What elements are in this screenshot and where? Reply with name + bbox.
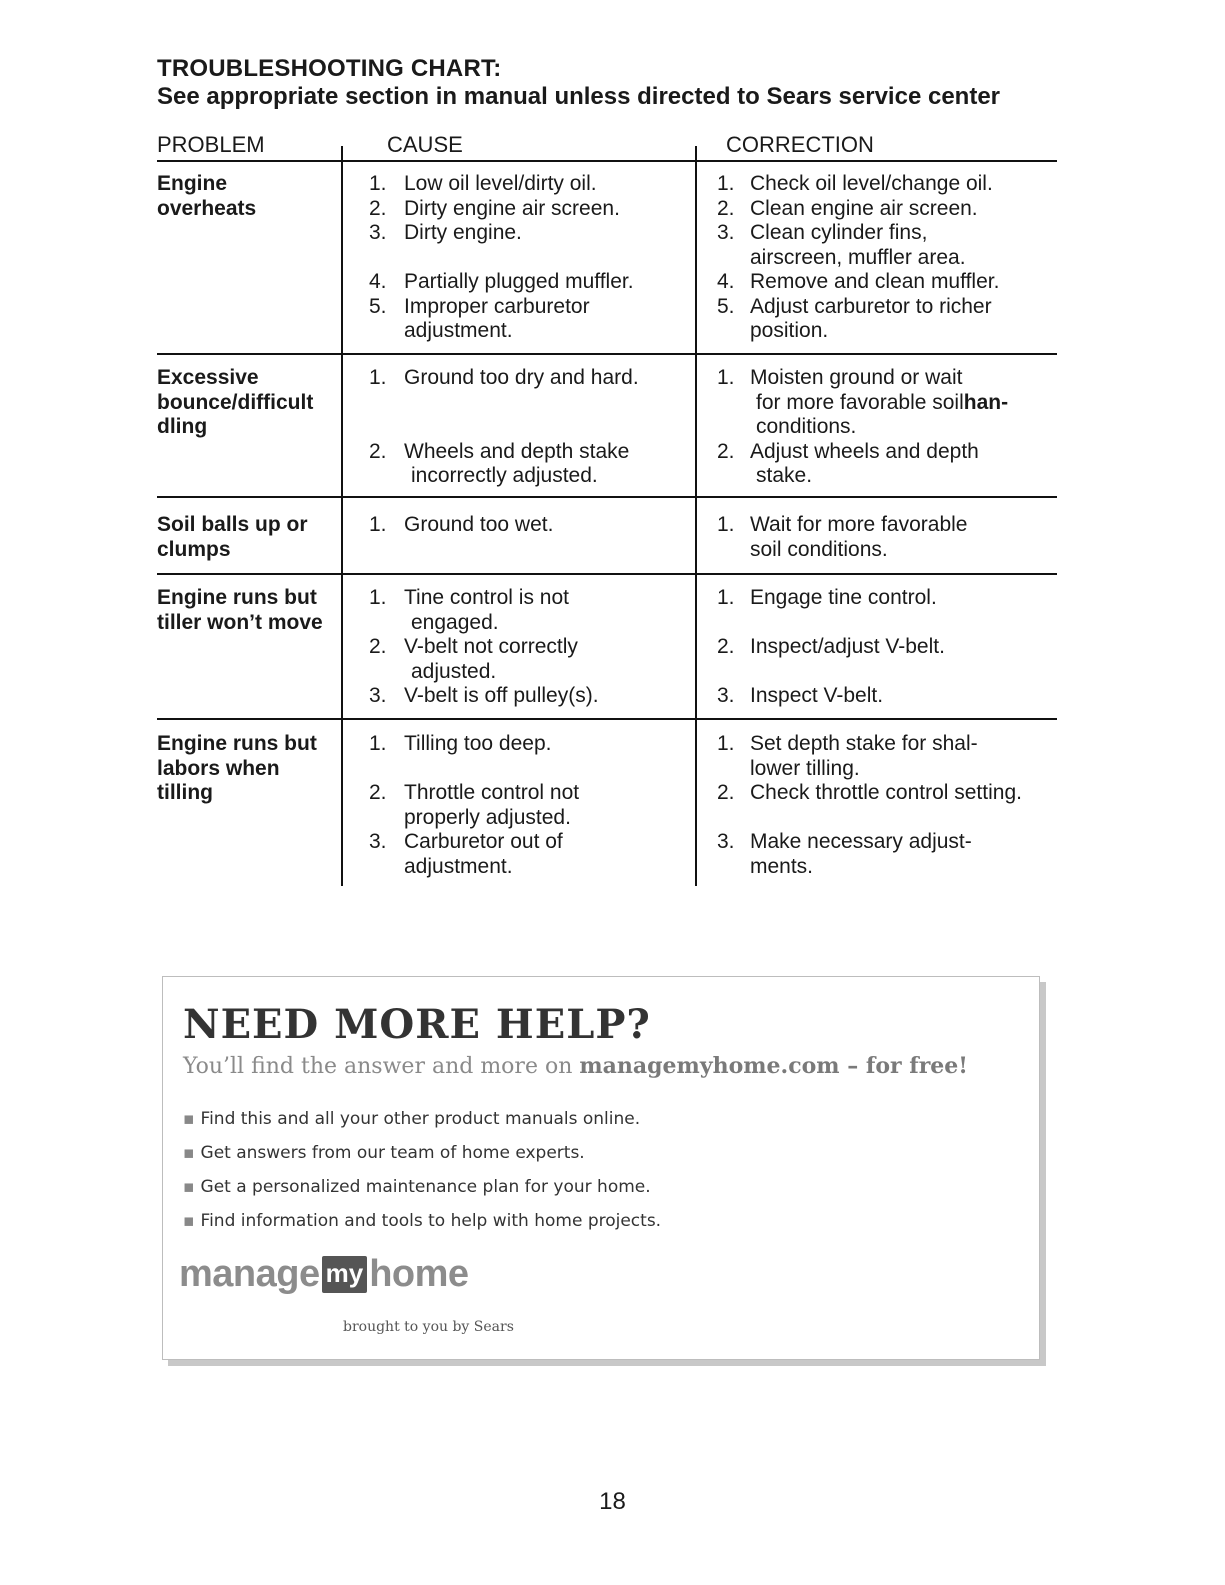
cause-number: 3.	[369, 684, 387, 707]
correction-text: Make necessary adjust-	[750, 830, 972, 853]
correction-number: 2.	[717, 439, 735, 463]
page-number: 18	[599, 1488, 626, 1515]
column-header-problem: PROBLEM	[157, 132, 265, 157]
cause-text: Tine control is not	[404, 586, 569, 609]
correction-text: Engage tine control.	[750, 586, 937, 609]
cause-number: 4.	[369, 270, 387, 293]
cause-number: 3.	[369, 221, 387, 244]
cause-number: 3.	[369, 830, 387, 853]
cause-number: 1.	[369, 172, 387, 195]
promo-bullet-text: Get a personalized maintenance plan for your home.	[200, 1177, 651, 1197]
problem-label: bounce/difficult	[157, 390, 314, 414]
promo-bullet-text: Find information and tools to help with home projects.	[200, 1211, 662, 1231]
correction-text: position.	[750, 319, 829, 342]
cause-text: engaged.	[411, 610, 499, 634]
correction-text: Clean cylinder fins,	[750, 221, 928, 244]
header-divider	[157, 160, 1057, 162]
correction-text: airscreen, muffler area.	[750, 245, 966, 269]
cause-number: 2.	[369, 439, 387, 463]
promo-site-link[interactable]: managemyhome.com – for free!	[579, 1053, 968, 1079]
problem-label: dling	[157, 415, 208, 438]
correction-number: 1.	[717, 366, 735, 389]
cause-text: Improper carburetor	[404, 294, 590, 318]
bullet-icon: ▪	[183, 1143, 195, 1163]
cause-text: Wheels and depth stake	[404, 439, 630, 463]
bullet-icon: ▪	[183, 1211, 195, 1231]
correction-text: Remove and clean muffler.	[750, 270, 1000, 293]
cause-number: 1.	[369, 586, 387, 609]
cause-text: Throttle control not	[404, 781, 580, 804]
problem-label: tiller won’t move	[157, 610, 323, 634]
row-divider	[157, 718, 1057, 720]
correction-text: conditions.	[756, 415, 857, 438]
column-divider	[341, 146, 343, 886]
problem-label: Engine runs but	[157, 586, 317, 609]
column-divider	[695, 146, 697, 886]
correction-text: ments.	[750, 854, 814, 878]
problem-label: labors when	[157, 756, 280, 780]
correction-number: 1.	[717, 586, 735, 609]
promo-tagline-text: You’ll find the answer and more on	[183, 1054, 573, 1079]
logo-badge: my	[322, 1256, 368, 1293]
column-header-cause: CAUSE	[387, 132, 463, 157]
cause-number: 1.	[369, 513, 387, 536]
cause-text: incorrectly adjusted.	[411, 464, 598, 487]
promo-bullet	[183, 1177, 651, 1197]
promo-bullet	[183, 1143, 585, 1163]
correction-text: soil conditions.	[750, 537, 888, 561]
correction-text: Check oil level/change oil.	[750, 172, 993, 195]
promo-title: NEED MORE HELP?	[183, 1001, 651, 1048]
correction-text: Check throttle control setting.	[750, 781, 1022, 804]
correction-text: Adjust wheels and depth	[750, 439, 979, 463]
row-divider	[157, 353, 1057, 355]
cause-text: adjustment.	[404, 854, 513, 878]
correction-text: lower tilling.	[750, 756, 860, 780]
correction-number: 3.	[717, 830, 735, 853]
correction-number: 2.	[717, 196, 735, 220]
column-header-correction: CORRECTION	[726, 132, 874, 157]
correction-number: 3.	[717, 684, 735, 707]
promo-bullet	[183, 1211, 661, 1231]
correction-text: Set depth stake for shal-	[750, 732, 978, 755]
problem-label: overheats	[157, 196, 257, 220]
promo-bullet-text: Find this and all your other product manuals online.	[200, 1109, 641, 1129]
promo-bullet	[183, 1109, 640, 1129]
cause-text: V-belt not correctly	[404, 635, 578, 658]
cause-text: Carburetor out of	[404, 830, 563, 853]
problem-label: Soil balls up or	[157, 513, 308, 536]
cause-number: 2.	[369, 781, 387, 804]
brought-by-text: brought to you by Sears	[343, 1319, 514, 1335]
correction-text: Adjust carburetor to richer	[750, 294, 992, 318]
cause-text: adjustment.	[404, 319, 513, 342]
cause-text: Low oil level/dirty oil.	[404, 172, 597, 195]
cause-text: Dirty engine.	[404, 221, 522, 244]
cause-text: adjusted.	[411, 659, 497, 683]
problem-label: Excessive	[157, 366, 259, 389]
cause-text: Dirty engine air screen.	[404, 196, 620, 220]
cause-text: Tilling too deep.	[404, 732, 552, 755]
logo-word-left: manage	[179, 1253, 320, 1295]
logo-word-right: home	[369, 1253, 469, 1295]
cause-number: 2.	[369, 196, 387, 220]
problem-label: tilling	[157, 781, 213, 804]
correction-number: 3.	[717, 221, 735, 244]
cause-number: 5.	[369, 294, 387, 318]
correction-text: Wait for more favorable	[750, 513, 968, 536]
correction-number: 1.	[717, 172, 735, 195]
cause-text: Ground too wet.	[404, 513, 554, 536]
promo-tagline	[183, 1053, 968, 1079]
row-divider	[157, 573, 1057, 575]
cause-number: 1.	[369, 366, 387, 389]
cause-text: Partially plugged muffler.	[404, 270, 634, 293]
correction-number: 4.	[717, 270, 735, 293]
problem-label: Engine	[157, 172, 228, 195]
cause-number: 2.	[369, 635, 387, 658]
cause-text: Ground too dry and hard.	[404, 366, 639, 389]
help-promo-box	[162, 976, 1040, 1360]
hyphenated-fragment: han-	[963, 390, 1009, 414]
row-divider	[157, 496, 1057, 498]
managemyhome-logo	[179, 1253, 469, 1303]
cause-text: V-belt is off pulley(s).	[404, 684, 599, 707]
correction-text: for more favorable soilhan-	[756, 390, 1009, 414]
correction-number: 1.	[717, 732, 735, 755]
correction-number: 2.	[717, 635, 735, 658]
correction-number: 2.	[717, 781, 735, 804]
page-subtitle: See appropriate section in manual unless directed to Sears service center	[157, 83, 1000, 110]
correction-number: 5.	[717, 294, 735, 318]
correction-text: Clean engine air screen.	[750, 196, 978, 220]
correction-text: Inspect/adjust V-belt.	[750, 635, 945, 658]
problem-label: clumps	[157, 537, 231, 561]
cause-number: 1.	[369, 732, 387, 755]
correction-text: stake.	[756, 464, 813, 487]
cause-text: properly adjusted.	[404, 805, 571, 829]
correction-text: Inspect V-belt.	[750, 684, 884, 707]
correction-text: Moisten ground or wait	[750, 366, 963, 389]
problem-label: Engine runs but	[157, 732, 317, 755]
bullet-icon: ▪	[183, 1177, 195, 1197]
page-title: TROUBLESHOOTING CHART:	[157, 55, 502, 82]
correction-number: 1.	[717, 513, 735, 536]
bullet-icon: ▪	[183, 1109, 195, 1129]
promo-bullet-text: Get answers from our team of home experts.	[200, 1143, 585, 1163]
